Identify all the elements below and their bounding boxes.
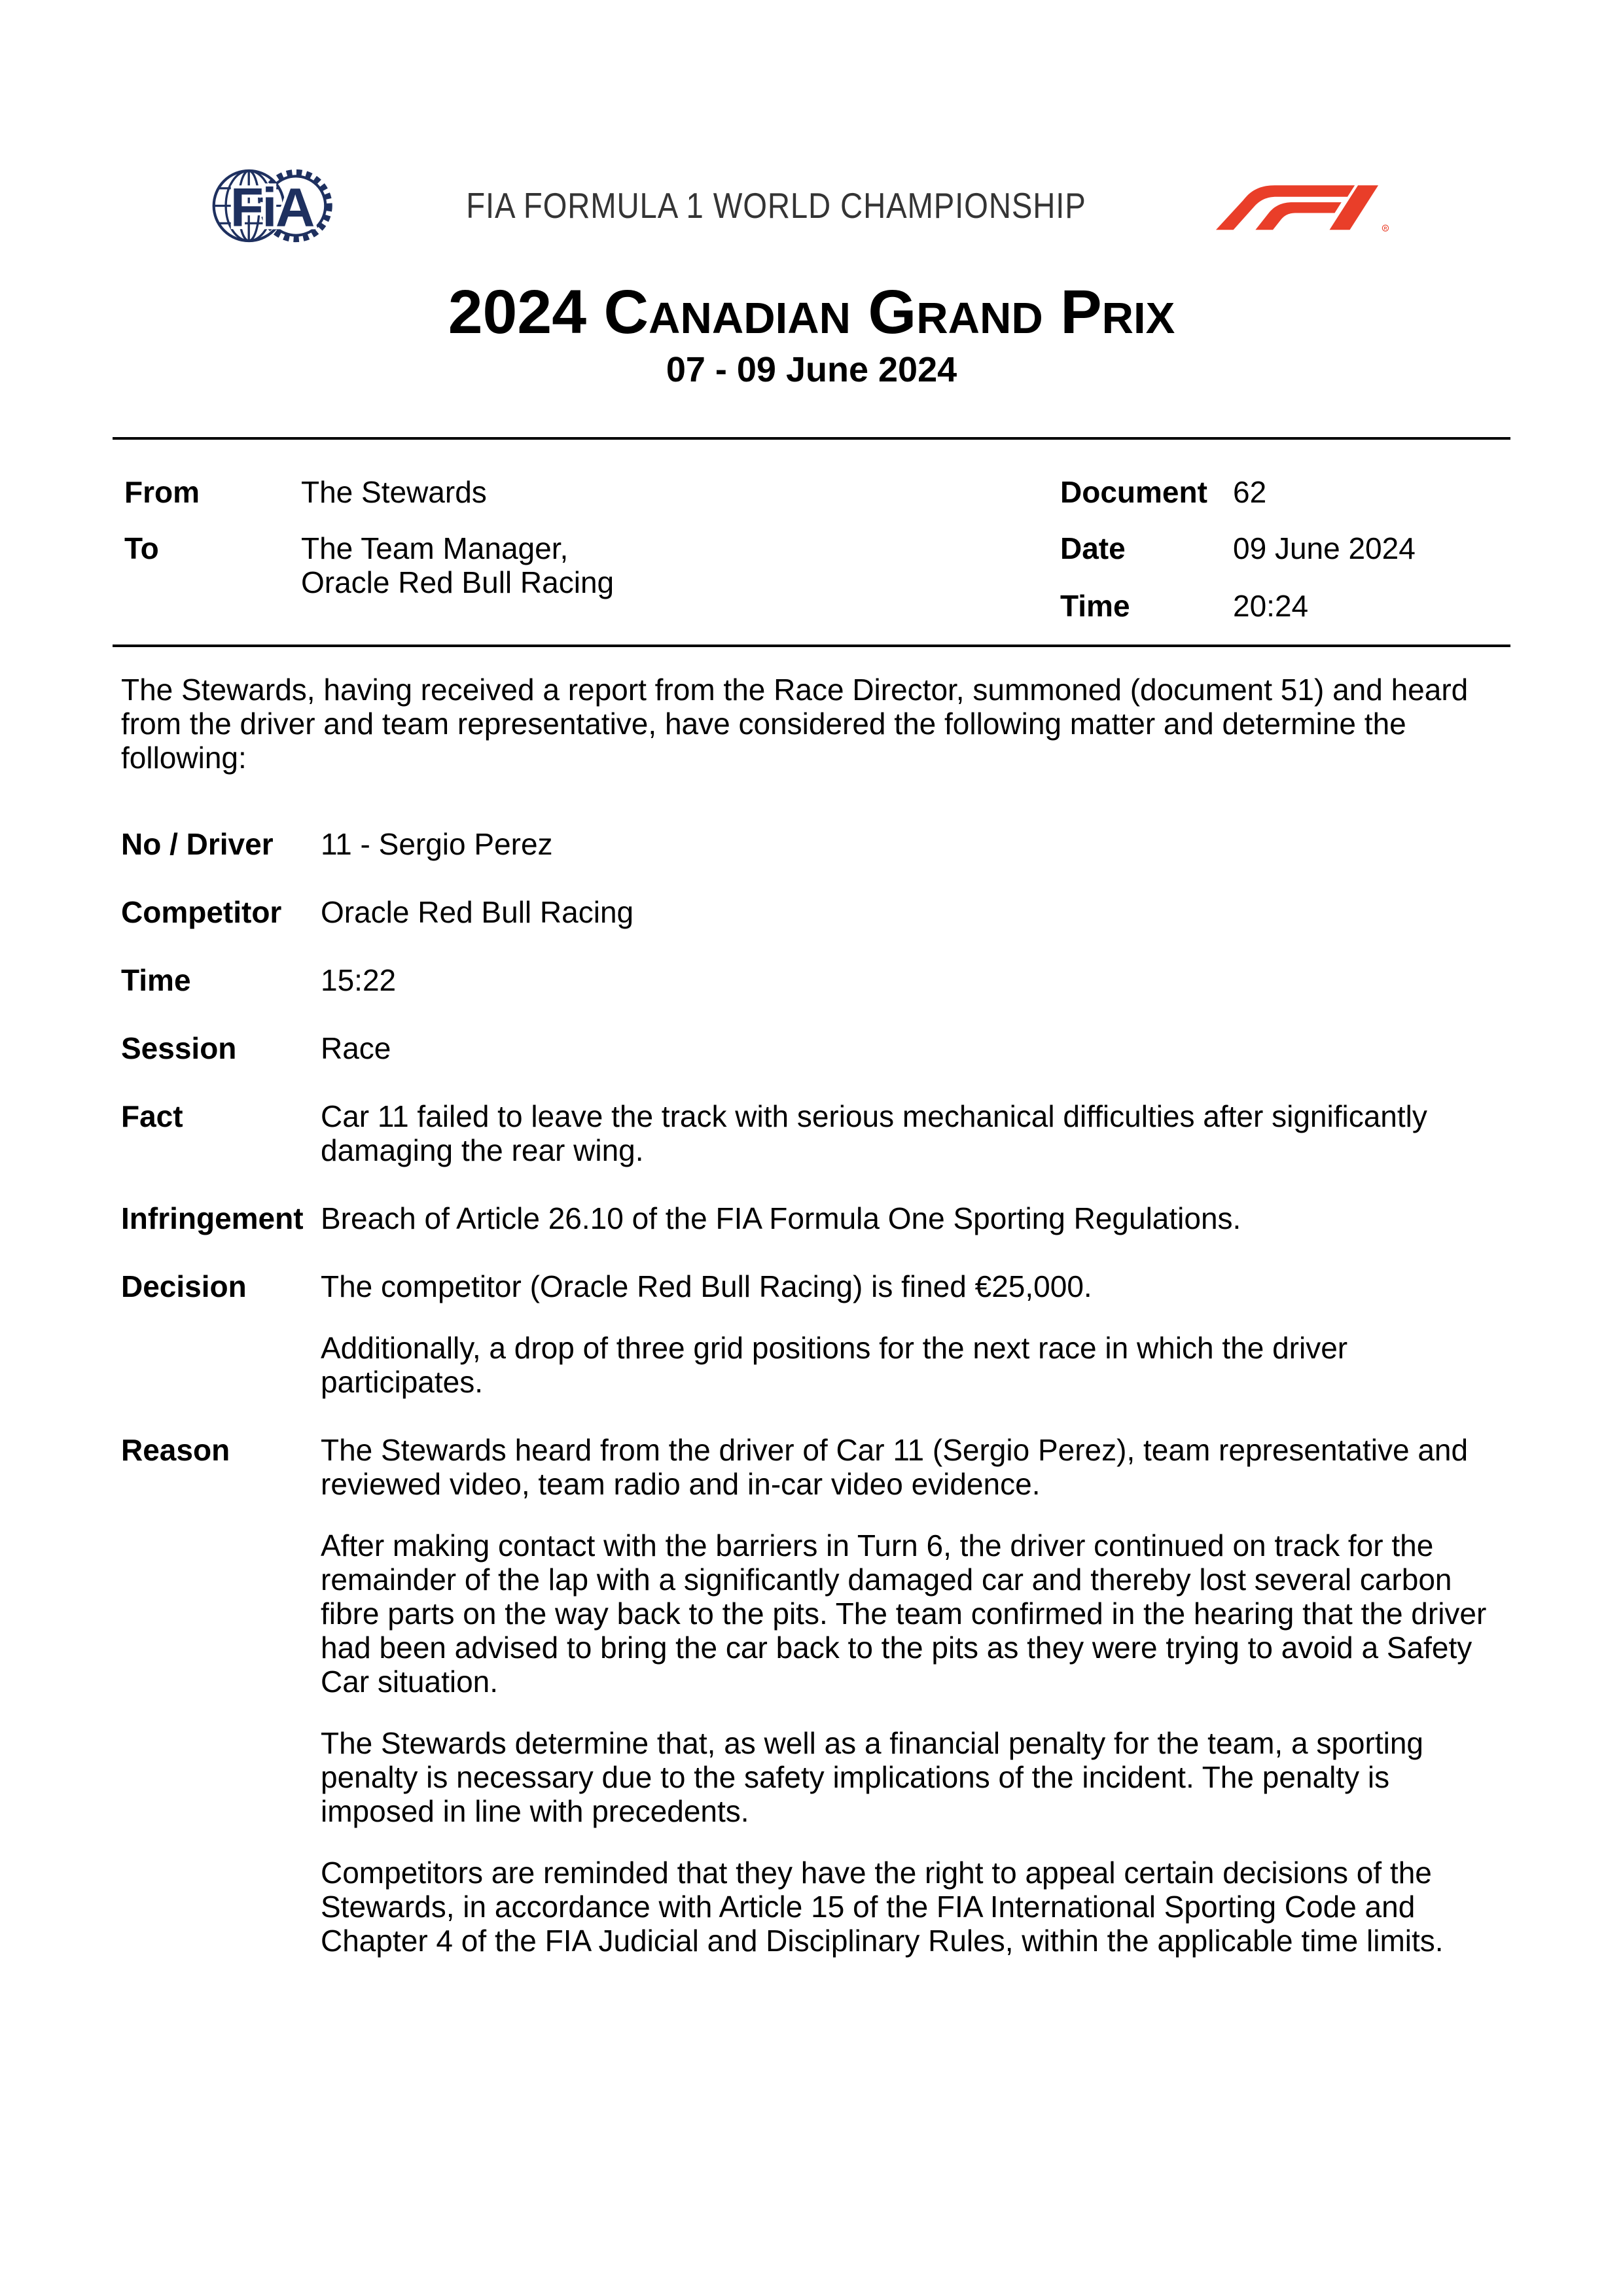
event-dates: 07 - 09 June 2024 [666,350,957,389]
fia-logo-icon [209,150,336,261]
time-value: 20:24 [1233,589,1309,623]
field-label-competitor: Competitor [121,895,282,929]
field-row-fact [121,1099,1508,1167]
document-value: 62 [1233,475,1267,509]
field-paragraph: The Stewards determine that, as well as a financial penalty for the team, a sporting penalty is necessary due to the safety implications of the incident. The penalty is imposed in line with precedents. [321,1726,1423,1828]
meta-row-time [1060,589,1308,623]
field-paragraph: The competitor (Oracle Red Bull Racing) is fined €25,000. [321,1269,1092,1303]
field-label-session: Session [121,1031,237,1065]
divider-top [113,437,1510,440]
field-label-no-driver: No / Driver [121,827,274,861]
field-paragraph: Car 11 failed to leave the track with serious mechanical difficulties after significantly damaging the rear wing. [321,1099,1427,1167]
decision-fields [121,827,1508,1992]
field-row-decision [121,1269,1508,1399]
field-value-reason [321,1433,1508,1958]
field-row-session [121,1031,1508,1065]
from-value: The Stewards [301,475,487,509]
fia-monogram-text: FiA [230,175,313,238]
meta-row-date [1060,531,1416,565]
field-paragraph: Breach of Article 26.10 of the FIA Formula One Sporting Regulations. [321,1201,1241,1235]
field-value-infringement [321,1201,1508,1235]
page-title: 2024 Canadian Grand Prix [448,277,1175,347]
field-row-competitor [121,895,1508,929]
field-paragraph: 11 - Sergio Perez [321,827,553,861]
field-label-time: Time [121,963,191,997]
field-value-decision [321,1269,1508,1399]
field-paragraph: Additionally, a drop of three grid positions for the next race in which the driver participates. [321,1331,1348,1399]
field-row-reason [121,1433,1508,1958]
date-label: Date [1060,531,1126,565]
meta-row-to [124,531,614,599]
to-value-line-1: The Team Manager, [301,531,569,565]
field-label-fact: Fact [121,1099,183,1133]
field-paragraph: 15:22 [321,963,397,997]
divider-bottom [113,645,1510,647]
date-value: 09 June 2024 [1233,531,1416,565]
fia-wordmark: FIA FORMULA 1 WORLD CHAMPIONSHIP [466,185,1086,226]
field-label-decision: Decision [121,1269,247,1303]
f1-logo-icon [1216,185,1394,234]
f1-registered-mark: R [1383,226,1387,232]
field-label-infringement: Infringement [121,1201,304,1235]
field-paragraph: Race [321,1031,391,1065]
field-value-fact [321,1099,1508,1167]
to-label: To [124,531,159,565]
field-row-time [121,963,1508,997]
field-value-session [321,1031,1508,1065]
field-row-no-driver [121,827,1508,861]
to-value-line-2: Oracle Red Bull Racing [301,565,615,599]
intro-paragraph: The Stewards, having received a report from the Race Director, summoned (document 51) and heard from the driver and team representative, have considered the following matter and determine the following: [121,673,1469,775]
field-row-infringement [121,1201,1508,1235]
from-label: From [124,475,200,509]
meta-row-document [1060,475,1266,509]
field-paragraph: The Stewards heard from the driver of Car 11 (Sergio Perez), team representative and reviewed video, team radio and in-car video evidence. [321,1433,1469,1501]
field-value-no-driver [321,827,1508,861]
document-label: Document [1060,475,1207,509]
field-value-time [321,963,1508,997]
field-paragraph: Competitors are reminded that they have the right to appeal certain decisions of the Stewards, in accordance with Article 15 of the FIA International Sporting Code and Chapter 4 of the FIA Judicial and Disciplinary Rules, within the applicable time limits. [321,1856,1444,1958]
field-value-competitor [321,895,1508,929]
time-label: Time [1060,589,1130,623]
field-paragraph: After making contact with the barriers in Turn 6, the driver continued on track for the remainder of the lap with a significantly damaged car and thereby lost several carbon fibre parts on the way back to the pits. The team confirmed in the hearing that the driver had been advised to bring the car back to the pits as they were trying to avoid a Safety Car situation. [321,1528,1487,1699]
to-value [301,531,614,599]
document-header [209,149,1394,262]
meta-row-from [124,475,487,509]
field-paragraph: Oracle Red Bull Racing [321,895,634,929]
field-label-reason: Reason [121,1433,230,1467]
